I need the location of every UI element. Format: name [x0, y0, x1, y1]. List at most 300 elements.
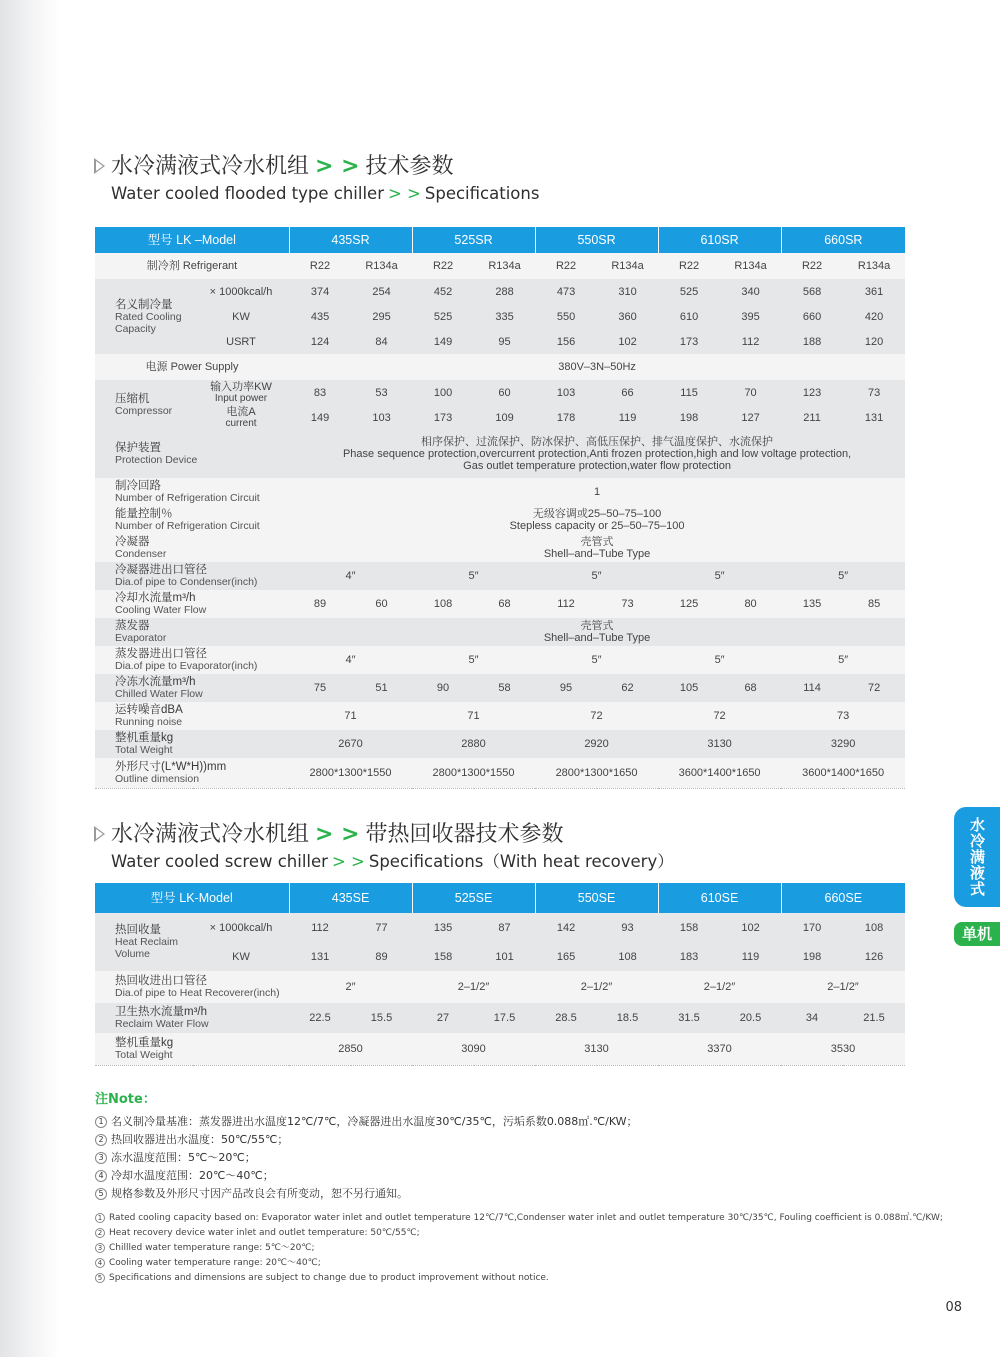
row-label-cn: 压缩机	[115, 393, 150, 405]
table-row	[95, 430, 905, 478]
row-label-cn: 整机重量kg	[115, 1036, 174, 1049]
row-label-cn: 蒸发器进出口管径	[115, 648, 207, 660]
power-label: 电源 Power Supply	[95, 354, 289, 380]
value-cell: 550	[535, 304, 597, 329]
note-text: Specifications and dimensions are subject to change due to product improvement without notice.	[109, 1273, 549, 1283]
value-cell: 5″	[535, 562, 658, 590]
value-cell: 178	[535, 405, 597, 430]
value-cell: 3600*1400*1650	[658, 758, 781, 788]
table-row	[95, 329, 905, 354]
table-row	[95, 646, 905, 674]
value-cell: 131	[289, 942, 351, 971]
table-row	[95, 506, 905, 534]
value-cell: 60	[351, 590, 412, 618]
merged-value-en: Shell–and–Tube Type	[543, 632, 651, 644]
unit-cell: × 1000kcal/h	[193, 279, 289, 304]
protection-line: 相序保护、过流保护、防冰保护、高低压保护、排气温度保护、水流保护	[421, 436, 774, 448]
value-cell: 188	[781, 329, 843, 354]
row-label-cn: 卫生热水流量m³/h	[115, 1006, 207, 1018]
value-cell: 109	[474, 405, 535, 430]
value-cell: 127	[720, 405, 781, 430]
merged-value-cn: 无级容调或25–50–75–100	[532, 508, 662, 520]
table-row	[95, 883, 905, 913]
model-label-header: 型号 LK –Model	[95, 227, 289, 253]
notes-title: 注Note：	[95, 1092, 156, 1107]
value-cell: 87	[474, 913, 535, 942]
row-label-cn: 冷凝器	[115, 536, 150, 548]
value-cell: 90	[412, 674, 474, 702]
value-cell: 105	[658, 674, 720, 702]
value-cell: 2–1/2″	[781, 971, 905, 1003]
value-cell: 568	[781, 279, 843, 304]
value-cell: R134a	[351, 253, 412, 279]
value-cell: 103	[351, 405, 412, 430]
merged-value-cell	[289, 506, 905, 534]
value-cell: 4″	[289, 646, 412, 674]
value-cell: 4″	[289, 562, 412, 590]
value-cell: 173	[412, 405, 474, 430]
section1-title-cn: 水冷满液式冷水机组 > > 技术参数	[94, 153, 539, 181]
value-cell: R134a	[720, 253, 781, 279]
value-cell: R22	[289, 253, 351, 279]
table-row	[95, 971, 905, 1003]
note-number-badge: 4	[95, 1170, 107, 1182]
value-cell: 335	[474, 304, 535, 329]
value-cell: 3290	[781, 730, 905, 758]
row-label	[95, 702, 289, 730]
value-cell: 156	[535, 329, 597, 354]
value-cell: 3370	[658, 1033, 781, 1065]
model-header: 435SR	[289, 227, 412, 253]
unit-cell	[193, 380, 289, 405]
value-cell: 83	[289, 380, 351, 405]
model-header: 660SE	[781, 883, 905, 913]
spec-table-se	[95, 883, 905, 1066]
value-cell: 34	[781, 1003, 843, 1033]
row-label-cn: 冷凝器进出口管径	[115, 564, 207, 576]
row-label	[95, 430, 289, 478]
value-cell: 95	[474, 329, 535, 354]
unit-cn: 电流A	[226, 405, 256, 418]
note-text: 名义制冷量基准：蒸发器进出水温度12℃/7℃，冷凝器进出水温度30℃/35℃，污垢系数0.088㎡.℃/KW；	[111, 1115, 638, 1128]
value-cell: 72	[658, 702, 781, 730]
value-cell: 102	[597, 329, 658, 354]
unit-cell: × 1000kcal/h	[193, 913, 289, 942]
value-cell: 149	[289, 405, 351, 430]
value-cell: 119	[720, 942, 781, 971]
row-label	[95, 618, 289, 646]
row-label	[95, 590, 289, 618]
value-cell: 103	[535, 380, 597, 405]
row-label	[95, 730, 289, 758]
note-number-badge: 4	[95, 1258, 105, 1268]
note-number-badge: 1	[95, 1213, 105, 1223]
value-cell: 62	[597, 674, 658, 702]
value-cell: 75	[289, 674, 351, 702]
note-number-badge: 2	[95, 1134, 107, 1146]
page-number: 08	[945, 1300, 962, 1315]
row-label	[95, 562, 289, 590]
value-cell: 2–1/2″	[535, 971, 658, 1003]
model-header: 550SR	[535, 227, 658, 253]
merged-value-en: Stepless capacity or 25–50–75–100	[509, 520, 685, 532]
value-cell: R22	[412, 253, 474, 279]
value-cell: 254	[351, 279, 412, 304]
notes-section	[95, 1088, 943, 1286]
value-cell: 183	[658, 942, 720, 971]
row-label	[95, 534, 289, 562]
row-label-cn: 热回收量	[115, 924, 161, 936]
row-label-cn: 蒸发器	[115, 620, 150, 632]
notes-cn-list	[95, 1113, 915, 1203]
value-cell: 68	[720, 674, 781, 702]
note-text: Heat recovery device water inlet and outlet temperature: 50℃/55℃;	[109, 1228, 420, 1238]
value-cell: 131	[843, 405, 905, 430]
value-cell: 22.5	[289, 1003, 351, 1033]
note-text: Chillled water temperature range: 5℃～20℃;	[109, 1243, 315, 1253]
protection-line: Gas outlet temperature protection,water flow protection	[463, 460, 731, 472]
table-row	[95, 942, 905, 971]
double-arrow-icon: > >	[315, 154, 360, 179]
value-cell: 73	[597, 590, 658, 618]
value-cell: 5″	[658, 562, 781, 590]
value-cell: 60	[474, 380, 535, 405]
note-number-badge: 3	[95, 1243, 105, 1253]
value-cell: 525	[412, 304, 474, 329]
row-label	[95, 506, 289, 534]
model-header: 660SR	[781, 227, 905, 253]
row-label-cn: 名义制冷量	[115, 298, 173, 311]
row-label-en: Total Weight	[115, 1048, 173, 1061]
row-label	[95, 674, 289, 702]
table-row	[95, 405, 905, 430]
notes-en-list	[95, 1211, 943, 1286]
value-cell: 3130	[535, 1033, 658, 1065]
section2-title-en: Water cooled screw chiller > > Specifications（With heat recovery）	[111, 852, 674, 871]
table-row	[95, 304, 905, 329]
value-cell: 72	[535, 702, 658, 730]
row-label-cn: 保护装置	[115, 442, 161, 454]
note-text: Cooling water temperature range: 20℃～40℃;	[109, 1258, 321, 1268]
unit-en: Input power	[214, 392, 268, 404]
value-cell: 120	[843, 329, 905, 354]
value-cell: 108	[843, 913, 905, 942]
value-cell: 20.5	[720, 1003, 781, 1033]
value-cell: 435	[289, 304, 351, 329]
row-label	[95, 380, 193, 430]
value-cell: 18.5	[597, 1003, 658, 1033]
row-label-cn: 制冷回路	[115, 480, 161, 492]
table-row	[95, 253, 905, 279]
note-item	[95, 1271, 915, 1286]
value-cell: 135	[412, 913, 474, 942]
section1-heading	[94, 153, 539, 205]
table-row	[95, 913, 905, 942]
note-number-badge: 3	[95, 1152, 107, 1164]
section2-title-cn: 水冷满液式冷水机组 > > 带热回收器技术参数	[94, 821, 674, 849]
note-number-badge: 1	[95, 1116, 107, 1128]
value-cell: R134a	[597, 253, 658, 279]
double-arrow-icon: > >	[315, 822, 360, 847]
row-label-cn: 热回收进出口管径	[115, 975, 207, 987]
value-cell: 3600*1400*1650	[781, 758, 905, 788]
value-cell: 473	[535, 279, 597, 304]
value-cell: 2800*1300*1650	[535, 758, 658, 788]
row-label	[95, 1003, 289, 1033]
value-cell: 27	[412, 1003, 474, 1033]
row-label-en: Evaporator	[115, 632, 167, 644]
table-row	[95, 478, 905, 506]
table-row	[95, 534, 905, 562]
note-text: 规格参数及外形尺寸因产品改良会有所变动，恕不另行通知。	[111, 1187, 408, 1200]
model-header: 525SE	[412, 883, 535, 913]
model-header: 525SR	[412, 227, 535, 253]
row-label-cn: 整机重量kg	[115, 732, 174, 744]
value-cell: 51	[351, 674, 412, 702]
value-cell: 361	[843, 279, 905, 304]
value-cell: 295	[351, 304, 412, 329]
note-number-badge: 5	[95, 1188, 107, 1200]
value-cell: 2–1/2″	[658, 971, 781, 1003]
row-label-en: Chilled Water Flow	[115, 688, 203, 700]
value-cell: 310	[597, 279, 658, 304]
value-cell: 149	[412, 329, 474, 354]
value-cell: 119	[597, 405, 658, 430]
row-label-en: Condenser	[115, 548, 167, 560]
note-text: 冻水温度范围：5℃～20℃；	[111, 1151, 256, 1164]
table-row	[95, 702, 905, 730]
side-tab-category[interactable]: 水冷满液式	[954, 807, 1000, 907]
value-cell: 170	[781, 913, 843, 942]
row-label-en: Reclaim Water Flow	[115, 1018, 209, 1030]
value-cell: 173	[658, 329, 720, 354]
value-cell: 73	[781, 702, 905, 730]
value-cell: 360	[597, 304, 658, 329]
value-cell: 93	[597, 913, 658, 942]
merged-value-cell	[289, 534, 905, 562]
merged-value-cell	[289, 618, 905, 646]
value-cell: 660	[781, 304, 843, 329]
row-label	[95, 646, 289, 674]
value-cell: 58	[474, 674, 535, 702]
note-item	[95, 1167, 915, 1185]
value-cell: 5″	[412, 562, 535, 590]
note-item	[95, 1149, 915, 1167]
value-cell: 17.5	[474, 1003, 535, 1033]
row-label-en: Running noise	[115, 716, 183, 728]
row-label-cn: 外形尺寸(L*W*H))mm	[115, 760, 227, 773]
value-cell: 31.5	[658, 1003, 720, 1033]
table-row	[95, 674, 905, 702]
value-cell: 395	[720, 304, 781, 329]
table-row	[95, 730, 905, 758]
row-label-en: Dia.of pipe to Heat Recoverer(inch)	[115, 987, 280, 999]
table-row	[95, 354, 905, 380]
page-shade	[0, 0, 60, 1357]
row-label-cn: 能量控制％	[115, 508, 173, 520]
value-cell: 95	[535, 674, 597, 702]
row-label	[95, 478, 289, 506]
value-cell: 610	[658, 304, 720, 329]
row-label-en: Outline dimension	[115, 772, 200, 785]
value-cell: 5″	[781, 562, 905, 590]
table-row	[95, 618, 905, 646]
value-cell: 198	[781, 942, 843, 971]
model-header: 610SR	[658, 227, 781, 253]
value-cell: 112	[289, 913, 351, 942]
row-label-en: Cooling Water Flow	[115, 604, 207, 616]
triangle-bullet-icon	[94, 826, 105, 842]
value-cell: 71	[412, 702, 535, 730]
value-cell: R22	[535, 253, 597, 279]
row-label	[95, 913, 193, 971]
protection-line: Phase sequence protection,overcurrent protection,Anti frozen protection,high and low voltage protection,	[342, 448, 852, 460]
value-cell: 5″	[535, 646, 658, 674]
unit-cn: 输入功率KW	[210, 380, 272, 393]
value-cell: 142	[535, 913, 597, 942]
value-cell: 70	[720, 380, 781, 405]
spec-table-sr	[95, 227, 905, 789]
unit-en: current	[225, 417, 257, 429]
circuits-value: 1	[289, 478, 905, 506]
row-label-en: Rated Cooling Capacity	[115, 310, 182, 335]
value-cell: 28.5	[535, 1003, 597, 1033]
power-value: 380V–3N–50Hz	[289, 354, 905, 380]
note-text: Rated cooling capacity based on: Evaporator water inlet and outlet temperature 12℃/7℃,Condenser water inlet and outlet temperature 30℃/35℃, Fouling coefficient is 0.088㎡.℃/KW;	[109, 1213, 943, 1223]
row-label-en: Heat Reclaim Volume	[115, 936, 179, 960]
value-cell: 53	[351, 380, 412, 405]
value-cell: 374	[289, 279, 351, 304]
unit-cell: USRT	[193, 329, 289, 354]
unit-cell	[193, 405, 289, 430]
value-cell: 452	[412, 279, 474, 304]
value-cell: 15.5	[351, 1003, 412, 1033]
row-label-en: Number of Refrigeration Circuit	[115, 492, 260, 504]
value-cell: 72	[843, 674, 905, 702]
note-item	[95, 1211, 943, 1226]
table-row	[95, 590, 905, 618]
row-label-cn: 运转噪音dBA	[115, 704, 183, 716]
row-label	[95, 971, 289, 1003]
table-row	[95, 1033, 905, 1065]
table-row	[95, 758, 905, 788]
value-cell: 114	[781, 674, 843, 702]
value-cell: 80	[720, 590, 781, 618]
row-label	[95, 1033, 289, 1065]
value-cell: 2800*1300*1550	[289, 758, 412, 788]
value-cell: 108	[412, 590, 474, 618]
value-cell: R22	[658, 253, 720, 279]
value-cell: 525	[658, 279, 720, 304]
value-cell: 108	[597, 942, 658, 971]
row-label-cn: 冷却水流量m³/h	[115, 592, 196, 604]
note-text: 冷却水温度范围：20℃～40℃；	[111, 1169, 274, 1182]
value-cell: 2″	[289, 971, 412, 1003]
model-header: 610SE	[658, 883, 781, 913]
value-cell: 125	[658, 590, 720, 618]
value-cell: 89	[351, 942, 412, 971]
value-cell: 71	[289, 702, 412, 730]
value-cell: 100	[412, 380, 474, 405]
value-cell: 66	[597, 380, 658, 405]
value-cell: 73	[843, 380, 905, 405]
value-cell: 112	[535, 590, 597, 618]
table-row	[95, 562, 905, 590]
note-item	[95, 1185, 915, 1203]
refrigerant-label: 制冷剂 Refrigerant	[95, 253, 289, 279]
value-cell: 115	[658, 380, 720, 405]
table-row	[95, 227, 905, 253]
row-label-en: Dia.of pipe to Condenser(inch)	[115, 576, 258, 588]
value-cell: 2800*1300*1550	[412, 758, 535, 788]
value-cell: 158	[412, 942, 474, 971]
value-cell: 112	[720, 329, 781, 354]
value-cell: 3090	[412, 1033, 535, 1065]
value-cell: 84	[351, 329, 412, 354]
unit-cell: KW	[193, 304, 289, 329]
table-row	[95, 380, 905, 405]
triangle-bullet-icon	[94, 158, 105, 174]
note-number-badge: 5	[95, 1273, 105, 1283]
value-cell: 158	[658, 913, 720, 942]
side-tab-single-unit[interactable]: 单机	[954, 922, 1000, 946]
value-cell: 198	[658, 405, 720, 430]
section1-title-en: Water cooled flooded type chiller > > Specifications	[111, 184, 540, 203]
value-cell: 165	[535, 942, 597, 971]
value-cell: 68	[474, 590, 535, 618]
value-cell: 85	[843, 590, 905, 618]
note-item	[95, 1256, 915, 1271]
value-cell: 5″	[412, 646, 535, 674]
note-text: 热回收器进出水温度：50℃/55℃；	[111, 1133, 289, 1146]
value-cell: 89	[289, 590, 351, 618]
value-cell: 211	[781, 405, 843, 430]
value-cell: 5″	[781, 646, 905, 674]
value-cell: 102	[720, 913, 781, 942]
section2-heading	[94, 821, 674, 873]
merged-value-cn: 壳管式	[580, 536, 614, 548]
unit-cell: KW	[193, 942, 289, 971]
value-cell: 101	[474, 942, 535, 971]
note-item	[95, 1226, 915, 1241]
note-number-badge: 2	[95, 1228, 105, 1238]
value-cell: 420	[843, 304, 905, 329]
row-label-cn: 冷冻水流量m³/h	[115, 676, 196, 688]
value-cell: 2–1/2″	[412, 971, 535, 1003]
value-cell: 2850	[289, 1033, 412, 1065]
value-cell: 126	[843, 942, 905, 971]
model-header: 550SE	[535, 883, 658, 913]
row-label	[95, 758, 289, 788]
value-cell: 3130	[658, 730, 781, 758]
value-cell: 5″	[658, 646, 781, 674]
value-cell: R134a	[843, 253, 905, 279]
value-cell: 340	[720, 279, 781, 304]
protection-value	[289, 430, 905, 478]
value-cell: 123	[781, 380, 843, 405]
model-label-header: 型号 LK-Model	[95, 883, 289, 913]
value-cell: 288	[474, 279, 535, 304]
value-cell: 124	[289, 329, 351, 354]
value-cell: 77	[351, 913, 412, 942]
note-item	[95, 1241, 915, 1256]
row-label-en: Dia.of pipe to Evaporator(inch)	[115, 660, 258, 672]
row-label	[95, 279, 193, 354]
table-row	[95, 1003, 905, 1033]
row-label-en: Number of Refrigeration Circuit	[115, 520, 260, 532]
value-cell: R134a	[474, 253, 535, 279]
row-label-en: Compressor	[115, 405, 173, 417]
